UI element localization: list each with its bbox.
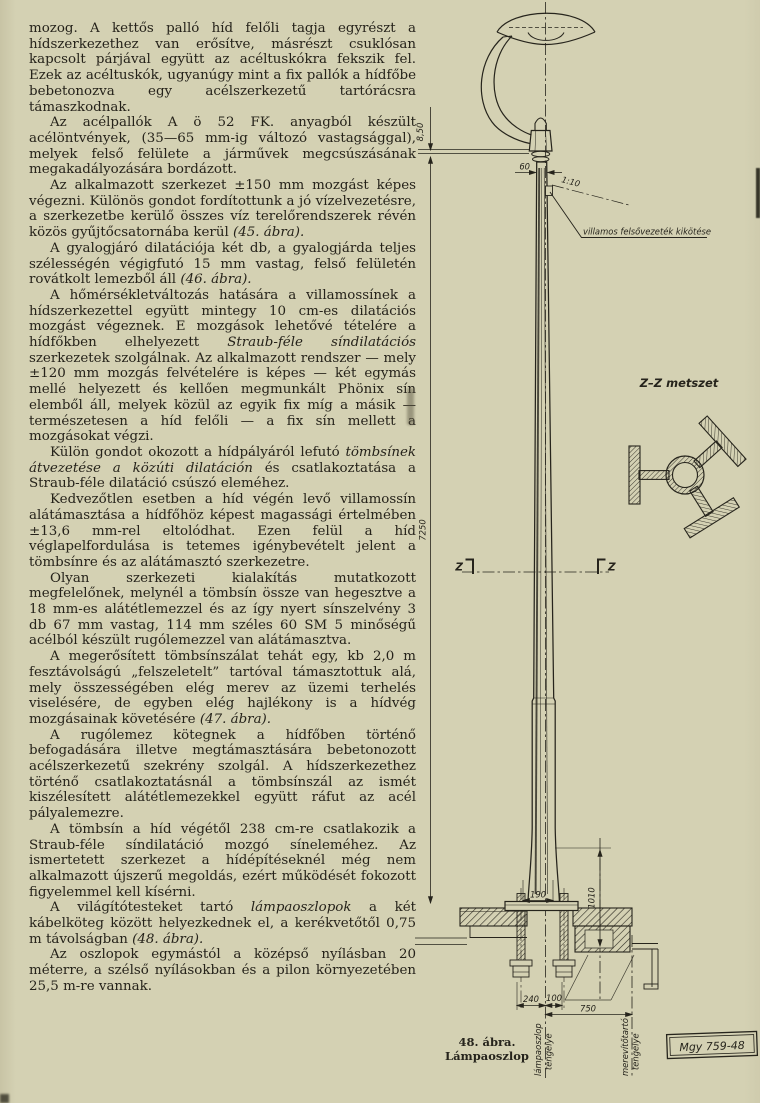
- figure-caption-line1: 48. ábra.: [458, 1035, 516, 1049]
- lamp-post: [528, 118, 559, 902]
- text-run: Kedvezőtlen esetben a híd végén levő villamossín alátámasztása a hídfőhöz képest magassági értelmében ±13,6 mm-rel eltolódhat. Ezen felül a híd véglapelfordulása is tetemes igénybevételt jelent a tömbsínre és az alátámasztó szerkezetre.: [29, 492, 416, 570]
- post-shaft: [528, 162, 559, 902]
- italic-run: (47. ábra).: [199, 711, 272, 727]
- text-run: Az alkalmazott szerkezet ±150 mm mozgást képes végezni. Különös gondot fordítottunk a jó vízelvezetésre, a szerkezetbe kerülő összes víz terelőrendszerek révén közös gyűjtőcsatornába kerül: [29, 178, 416, 241]
- italic-run: tömbsínek átvezetése a közúti dilatáción: [29, 444, 416, 476]
- base-plate: [505, 902, 578, 911]
- text-run: a két kábelköteg között helyezkednek el, a kerékvetőtől 0,75 m távolságban: [29, 900, 417, 947]
- text-run: Az acélpallók A ö 52 FK. anyagból készült acélöntvények, (35—65 mm-ig változó vastagsággal), melyek felső felülete a járművek megcsúszásának megakadályozására bordázott.: [29, 115, 416, 178]
- dim-850: 8,50: [415, 122, 425, 142]
- paragraph: [29, 492, 416, 571]
- section-marker-left: Z: [455, 561, 463, 574]
- text-run: A tömbsín a híd végétől 238 cm-re csatlakozik a Straub-féle síndilatáció mozgó síneleméhez. Az ismertetett szerkezet a hídépítéseknél még nem alkalmazott újszerű megoldás, ezért működését fokozott figyelemmel kell kísérni.: [29, 821, 416, 900]
- dim-190: 190: [530, 889, 546, 900]
- paragraph: [29, 649, 416, 728]
- paragraph: [29, 900, 416, 947]
- text-run: A megerősített tömbsínszálat tehát egy, kb 2,0 m fesztávolságú „felszeletelt” tartóval támasztottuk alá, mely összességében elég merev az üzemi terhelés viselésére, de egyben elég hajlékony is a hídvég mozgásainak követésére: [29, 649, 416, 727]
- italic-run: Straub-féle síndilatációs: [227, 335, 417, 351]
- deck-slab-right: [573, 908, 632, 926]
- drawing-stamp: [667, 1031, 758, 1058]
- stamp-text: Mgy 759-48: [679, 1038, 745, 1055]
- paragraph: [29, 571, 416, 650]
- scan-smudge: [407, 388, 414, 425]
- dim-1010: 1010: [586, 887, 597, 909]
- section-rail-left: [629, 446, 669, 504]
- scan-edge-artifact: [0, 1094, 9, 1103]
- side-bracket: [632, 944, 658, 990]
- text-run: és csatlakoztatása a Straub-féle dilatáció csúszó eleméhez.: [29, 460, 416, 492]
- overhead-label-text: villamos felsővezeték kikötése: [583, 226, 712, 237]
- dim-100: 100: [546, 993, 562, 1003]
- paragraph: [29, 21, 416, 115]
- italic-run: lámpaoszlopok: [250, 900, 352, 916]
- section-title: Z–Z metszet: [639, 376, 719, 390]
- text-run: Az oszlopok egymástól a középső nyílásban 20 méterre, a szélső nyílásokban és a pilon környezetében 25,5 m-re vannak.: [29, 947, 416, 994]
- paragraph: [29, 288, 416, 445]
- dim-750: 750: [580, 1003, 596, 1014]
- text-run: Külön gondot okozott a hídpályáról lefutó: [50, 444, 346, 460]
- italic-run: (46. ábra).: [180, 272, 252, 288]
- paragraph: [29, 115, 416, 178]
- text-run: A gyalogjáró dilatációja két db, a gyalogjárda teljes szélességén végigfutó 15 mm vastag, felső felületén rovátkolt lemezből áll: [29, 240, 416, 288]
- text-run: Olyan szerkezeti kialakítás mutatkozott megfelelőnek, melynél a tömbsín össze van hegesztve a 18 mm-es alátétlemezzel és az így nyert sínszelvény 3 db 67 mm vastag, 114 mm széles 60 SM 5 minőségű acélból készült rugólemezzel van alátámasztva.: [29, 570, 416, 649]
- section-marker-right: Z: [608, 561, 616, 574]
- base-detail: [415, 894, 658, 1001]
- dim-240: 240: [523, 994, 539, 1004]
- lamp-arm: [481, 37, 530, 144]
- axis-label-girder-1: merevítőtartó: [620, 1018, 630, 1076]
- article-text: [29, 21, 416, 995]
- italic-run: (48. ábra).: [132, 931, 204, 947]
- figure-caption-line2: Lámpaoszlop: [445, 1049, 529, 1063]
- paragraph: [29, 947, 416, 994]
- section-view: [629, 376, 746, 538]
- lamppost-drawing: [415, 0, 760, 1103]
- post-capital: [529, 131, 552, 152]
- axis-label-lamp-2: tengelye: [543, 1033, 554, 1070]
- figure-48-lamppost: [415, 0, 760, 1103]
- text-run: mozog. A kettős palló híd felőli tagja egyrészt a hídszerkezethez van erősítve, másrészt csuklósan kapcsolt párjával együtt az acéltuskókra fekszik fel. Ezek az acéltuskók, ugyanúgy mint a fix pallók a hídfőbe bebetonozva egy acélszerkezetű tartórácsra támaszkodnak.: [29, 21, 416, 115]
- text-run: szerkezetek szolgálnak. Az alkalmazott rendszer — mely ±120 mm mozgás felvételére is képes — két egymás mellé helyezett és kellően megmunkált Phönix sín elemből áll, melyek közül az egyik fix míg a másik — természetesen a híd felőli — a fix sín mellett a mozgásokat végzi.: [29, 350, 416, 445]
- axis-label-lamp-1: lámpaoszlop: [533, 1023, 543, 1076]
- paragraph: [29, 178, 416, 241]
- italic-run: (45. ábra).: [233, 225, 305, 241]
- paragraph: [29, 822, 416, 901]
- text-run: A világítótesteket tartó: [50, 900, 251, 916]
- paragraph: [29, 241, 416, 288]
- text-run: A hőmérsékletváltozás hatására a villamossínek a hídszerkezettel együtt mintegy 10 cm-es dilatációs mozgást végeznek. E mozgások lehetővé tételére a hídfőkben elhelyezett: [29, 287, 416, 351]
- text-run: A rugólemez kötegnek a hídfőben történő befogadására illetve megtámasztására bebetonozott acélszerkezetű szekrény szolgál. A hídszerkezethez történő csatlakoztatásnál a tömbsínszál az ismét kiszélesített alátétlemezekkel együtt ráfut az acél pályalemezre.: [29, 727, 416, 822]
- post-finial: [535, 118, 546, 130]
- dim-7250: 7250: [417, 519, 428, 541]
- overhead-label: [550, 192, 711, 238]
- axis-label-girder-2: tengelye: [630, 1033, 641, 1070]
- slope-label: 1:10: [560, 174, 582, 189]
- dim-60: 60: [519, 161, 530, 172]
- lamp-head: [481, 13, 595, 143]
- paragraph: [29, 445, 416, 492]
- paragraph: [29, 728, 416, 822]
